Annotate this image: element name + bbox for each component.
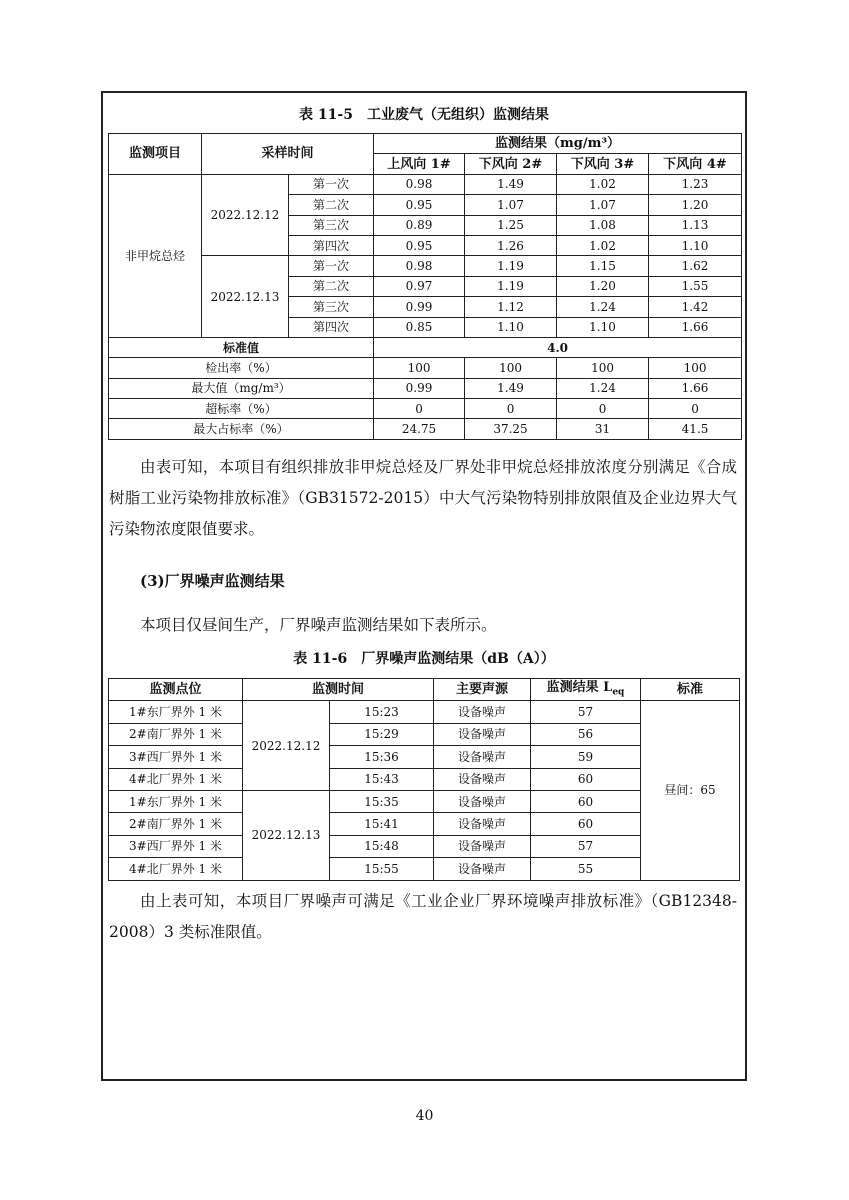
value-cell: 1.10 bbox=[557, 317, 649, 337]
round-cell: 第一次 bbox=[289, 174, 374, 194]
value-cell: 1.20 bbox=[649, 195, 742, 215]
point-cell: 3#西厂界外 1 米 bbox=[109, 835, 243, 857]
header-result bbox=[531, 679, 641, 701]
value-cell: 1.19 bbox=[465, 276, 557, 296]
round-cell: 第二次 bbox=[289, 276, 374, 296]
header-result: 监测结果（mg/m³） bbox=[374, 134, 742, 154]
source-cell: 设备噪声 bbox=[434, 790, 531, 812]
value-cell: 1.24 bbox=[557, 297, 649, 317]
table-row bbox=[109, 256, 742, 276]
summary-row bbox=[109, 358, 742, 378]
source-cell: 设备噪声 bbox=[434, 858, 531, 880]
value-cell: 1.07 bbox=[557, 195, 649, 215]
value-cell: 0.95 bbox=[374, 235, 465, 255]
value-cell: 1.26 bbox=[465, 235, 557, 255]
value-cell: 0.95 bbox=[374, 195, 465, 215]
round-cell: 第二次 bbox=[289, 195, 374, 215]
time-cell: 15:36 bbox=[330, 746, 434, 768]
round-cell: 第四次 bbox=[289, 235, 374, 255]
source-cell: 设备噪声 bbox=[434, 768, 531, 790]
summary-value: 0.99 bbox=[374, 378, 465, 398]
value-cell: 56 bbox=[531, 723, 641, 745]
page-number: 40 bbox=[415, 1108, 434, 1124]
time-cell: 15:43 bbox=[330, 768, 434, 790]
value-cell: 0.99 bbox=[374, 297, 465, 317]
header-point: 监测点位 bbox=[109, 679, 243, 701]
value-cell: 1.42 bbox=[649, 297, 742, 317]
summary-row bbox=[109, 419, 742, 439]
summary-value: 0 bbox=[557, 399, 649, 419]
time-cell: 15:29 bbox=[330, 723, 434, 745]
source-cell: 设备噪声 bbox=[434, 701, 531, 723]
summary-value: 100 bbox=[557, 358, 649, 378]
point-cell: 1#东厂界外 1 米 bbox=[109, 790, 243, 812]
header-time: 采样时间 bbox=[202, 134, 374, 175]
date-cell: 2022.12.12 bbox=[202, 174, 289, 256]
value-cell: 1.12 bbox=[465, 297, 557, 317]
value-cell: 60 bbox=[531, 790, 641, 812]
value-cell: 1.07 bbox=[465, 195, 557, 215]
summary-value: 31 bbox=[557, 419, 649, 439]
time-cell: 15:41 bbox=[330, 813, 434, 835]
standard-label: 标准值 bbox=[109, 337, 374, 357]
point-cell: 4#北厂界外 1 米 bbox=[109, 858, 243, 880]
header-point: 上风向 1# bbox=[374, 154, 465, 174]
value-cell: 57 bbox=[531, 701, 641, 723]
value-cell: 55 bbox=[531, 858, 641, 880]
header-result-sub: eq bbox=[612, 687, 625, 698]
summary-value: 0 bbox=[465, 399, 557, 419]
point-cell: 1#东厂界外 1 米 bbox=[109, 701, 243, 723]
noise-table bbox=[108, 678, 740, 881]
summary-value: 37.25 bbox=[465, 419, 557, 439]
source-cell: 设备噪声 bbox=[434, 835, 531, 857]
summary-label: 检出率（%） bbox=[109, 358, 374, 378]
summary-value: 100 bbox=[649, 358, 742, 378]
summary-row bbox=[109, 378, 742, 398]
value-cell: 1.55 bbox=[649, 276, 742, 296]
time-cell: 15:23 bbox=[330, 701, 434, 723]
header-row bbox=[109, 134, 742, 154]
value-cell: 1.08 bbox=[557, 215, 649, 235]
summary-label: 超标率（%） bbox=[109, 399, 374, 419]
value-cell: 60 bbox=[531, 768, 641, 790]
pollutant-cell: 非甲烷总烃 bbox=[109, 174, 202, 337]
round-cell: 第三次 bbox=[289, 297, 374, 317]
summary-value: 1.49 bbox=[465, 378, 557, 398]
value-cell: 0.97 bbox=[374, 276, 465, 296]
value-cell: 0.98 bbox=[374, 256, 465, 276]
conclusion-paragraph-2: 由上表可知，本项目厂界噪声可满足《工业企业厂界环境噪声排放标准》（GB12348-2008）3 类标准限值。 bbox=[109, 892, 737, 941]
summary-label: 最大占标率（%） bbox=[109, 419, 374, 439]
header-source: 主要声源 bbox=[434, 679, 531, 701]
summary-value: 0 bbox=[374, 399, 465, 419]
value-cell: 0.85 bbox=[374, 317, 465, 337]
summary-value: 41.5 bbox=[649, 419, 742, 439]
round-cell: 第一次 bbox=[289, 256, 374, 276]
value-cell: 1.13 bbox=[649, 215, 742, 235]
summary-value: 100 bbox=[374, 358, 465, 378]
value-cell: 1.62 bbox=[649, 256, 742, 276]
date-cell: 2022.12.12 bbox=[243, 701, 330, 791]
value-cell: 1.10 bbox=[649, 235, 742, 255]
point-cell: 2#南厂界外 1 米 bbox=[109, 813, 243, 835]
value-cell: 0.98 bbox=[374, 174, 465, 194]
time-cell: 15:48 bbox=[330, 835, 434, 857]
point-cell: 4#北厂界外 1 米 bbox=[109, 768, 243, 790]
value-cell: 1.49 bbox=[465, 174, 557, 194]
time-cell: 15:35 bbox=[330, 790, 434, 812]
header-point: 下风向 2# bbox=[465, 154, 557, 174]
standard-cell: 昼间：65 bbox=[641, 701, 740, 880]
value-cell: 1.25 bbox=[465, 215, 557, 235]
conclusion-paragraph-1: 由表可知，本项目有组织排放非甲烷总烃及厂界处非甲烷总烃排放浓度分别满足《合成树脂工业污染物排放标准》（GB31572-2015）中大气污染物特别排放限值及企业边界大气污染物浓度限值要求。 bbox=[109, 458, 737, 538]
standard-value: 4.0 bbox=[374, 337, 742, 357]
table2-caption: 表 11-6 厂界噪声监测结果（dB（A）） bbox=[293, 651, 555, 667]
header-standard: 标准 bbox=[641, 679, 740, 701]
summary-value: 1.24 bbox=[557, 378, 649, 398]
summary-value: 0 bbox=[649, 399, 742, 419]
header-point: 下风向 3# bbox=[557, 154, 649, 174]
date-cell: 2022.12.13 bbox=[243, 790, 330, 880]
source-cell: 设备噪声 bbox=[434, 746, 531, 768]
date-cell: 2022.12.13 bbox=[202, 256, 289, 338]
value-cell: 59 bbox=[531, 746, 641, 768]
section-heading: (3)厂界噪声监测结果 bbox=[140, 572, 285, 590]
value-cell: 1.23 bbox=[649, 174, 742, 194]
round-cell: 第四次 bbox=[289, 317, 374, 337]
value-cell: 1.10 bbox=[465, 317, 557, 337]
time-cell: 15:55 bbox=[330, 858, 434, 880]
table1-caption: 表 11-5 工业废气（无组织）监测结果 bbox=[299, 107, 549, 123]
value-cell: 1.19 bbox=[465, 256, 557, 276]
header-row bbox=[109, 679, 740, 701]
header-point: 下风向 4# bbox=[649, 154, 742, 174]
source-cell: 设备噪声 bbox=[434, 723, 531, 745]
value-cell: 1.66 bbox=[649, 317, 742, 337]
summary-value: 100 bbox=[465, 358, 557, 378]
summary-value: 1.66 bbox=[649, 378, 742, 398]
summary-label: 最大值（mg/m³） bbox=[109, 378, 374, 398]
table-row bbox=[109, 701, 740, 723]
value-cell: 1.15 bbox=[557, 256, 649, 276]
standard-row bbox=[109, 337, 742, 357]
point-cell: 3#西厂界外 1 米 bbox=[109, 746, 243, 768]
value-cell: 0.89 bbox=[374, 215, 465, 235]
point-cell: 2#南厂界外 1 米 bbox=[109, 723, 243, 745]
header-item: 监测项目 bbox=[109, 134, 202, 175]
value-cell: 1.02 bbox=[557, 174, 649, 194]
table-row bbox=[109, 174, 742, 194]
summary-value: 24.75 bbox=[374, 419, 465, 439]
emission-table bbox=[108, 133, 742, 440]
round-cell: 第三次 bbox=[289, 215, 374, 235]
intro-paragraph: 本项目仅昼间生产，厂界噪声监测结果如下表所示。 bbox=[140, 616, 497, 634]
value-cell: 1.02 bbox=[557, 235, 649, 255]
value-cell: 1.20 bbox=[557, 276, 649, 296]
value-cell: 57 bbox=[531, 835, 641, 857]
value-cell: 60 bbox=[531, 813, 641, 835]
header-result-main: 监测结果 L bbox=[546, 680, 613, 696]
source-cell: 设备噪声 bbox=[434, 813, 531, 835]
summary-row bbox=[109, 399, 742, 419]
header-time: 监测时间 bbox=[243, 679, 434, 701]
